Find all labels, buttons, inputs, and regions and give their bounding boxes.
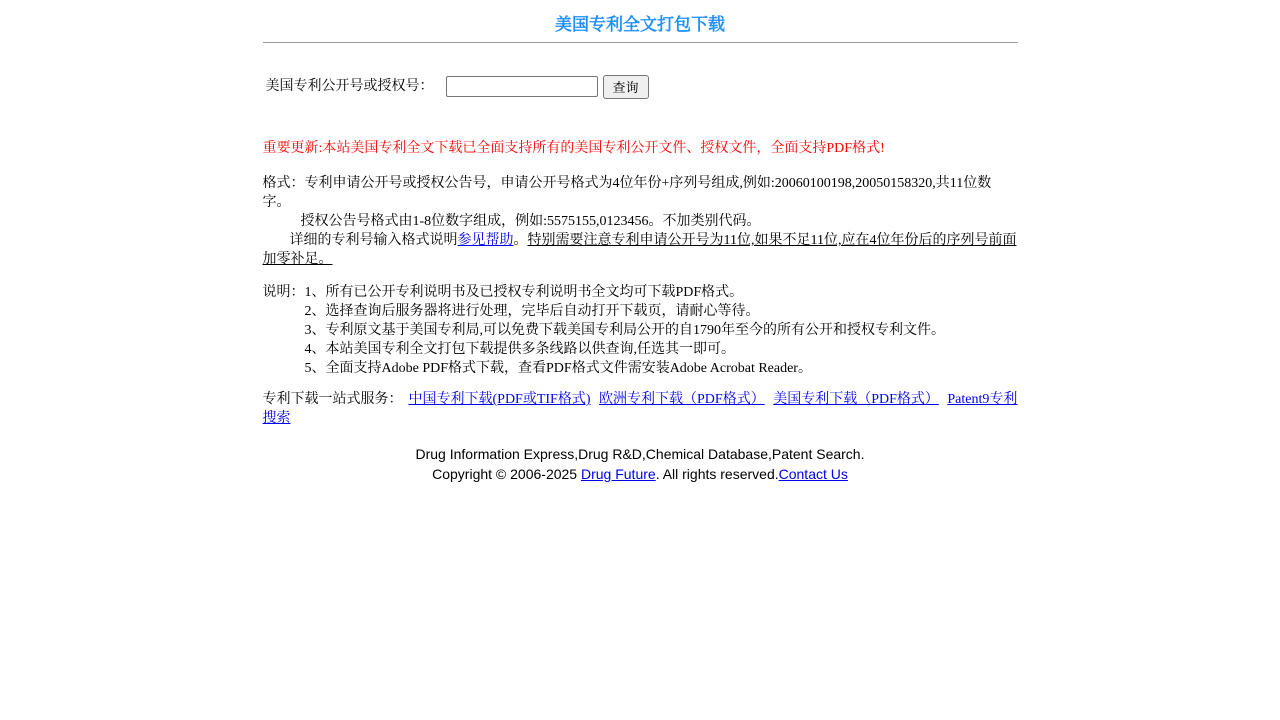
- format-line3-text: 详细的专利号输入格式说明: [289, 233, 458, 248]
- patent-number-input[interactable]: [446, 76, 598, 97]
- format-line3-period: 。: [513, 233, 528, 248]
- search-form: [263, 74, 1018, 99]
- copyright-text: Copyright © 2006-2025: [432, 466, 581, 482]
- rights-text: . All rights reserved.: [655, 466, 779, 482]
- help-link[interactable]: 参见帮助: [457, 233, 514, 248]
- note-item: 2、选择查询后服务器将进行处理，完毕后自动打开下载页，请耐心等待。: [304, 304, 760, 319]
- note-item: 5、全面支持Adobe PDF格式下载，查看PDF格式文件需安装Adobe Acrobat Reader。: [304, 361, 812, 376]
- note-item: 3、专利原文基于美国专利局,可以免费下载美国专利局公开的自1790年至今的所有公开和授权专利文件。: [304, 323, 945, 338]
- copyright-line: [263, 464, 1018, 484]
- format-label: 格式：: [262, 176, 305, 191]
- format-line1: 专利申请公开号或授权公告号，申请公开号格式为4位年份+序列号组成,例如:20060100198,20050158320,共11位数字。: [262, 176, 992, 210]
- search-label: 美国专利公开号或授权号：: [265, 79, 434, 94]
- note-item: 4、本站美国专利全文打包下载提供多条线路以供查询,任选其一即可。: [304, 342, 735, 357]
- contact-link[interactable]: Contact Us: [778, 466, 848, 482]
- divider: [263, 42, 1018, 43]
- service-link-us-patent[interactable]: 美国专利下载（PDF格式）: [773, 392, 939, 407]
- notes-section: [263, 283, 1018, 378]
- service-link-patent9-search[interactable]: Patent9专利搜索: [262, 392, 1018, 426]
- notes-label: 说明：: [262, 285, 305, 300]
- page-title: 美国专利全文打包下载: [555, 15, 725, 34]
- service-link-europe-patent[interactable]: 欧洲专利下载（PDF格式）: [599, 392, 765, 407]
- important-notice: 重要更新:本站美国专利全文下载已全面支持所有的美国专利公开文件、授权文件，全面支持PDF格式!: [262, 141, 885, 156]
- format-section: [263, 174, 1018, 269]
- query-button[interactable]: 查询: [603, 75, 649, 99]
- footer: [263, 444, 1018, 484]
- note-item: 1、所有已公开专利说明书及已授权专利说明书全文均可下载PDF格式。: [304, 285, 744, 300]
- page-container: [263, 16, 1018, 484]
- format-line2: 授权公告号格式由1-8位数字组成，例如:5575155,0123456。不加类别代码。: [300, 214, 761, 229]
- footer-tagline: Drug Information Express,Drug R&D,Chemical Database,Patent Search.: [415, 446, 865, 462]
- notes-list: [263, 283, 1018, 378]
- format-line3: [263, 233, 1017, 267]
- site-link[interactable]: Drug Future: [580, 466, 656, 482]
- services-label: 专利下载一站式服务：: [262, 392, 403, 407]
- service-link-china-patent[interactable]: 中国专利下载(PDF或TIF格式): [408, 392, 591, 407]
- format-note: 特别需要注意专利申请公开号为11位,如果不足11位,应在4位年份后的序列号前面加零补足。: [262, 233, 1017, 267]
- services-row: [263, 390, 1018, 428]
